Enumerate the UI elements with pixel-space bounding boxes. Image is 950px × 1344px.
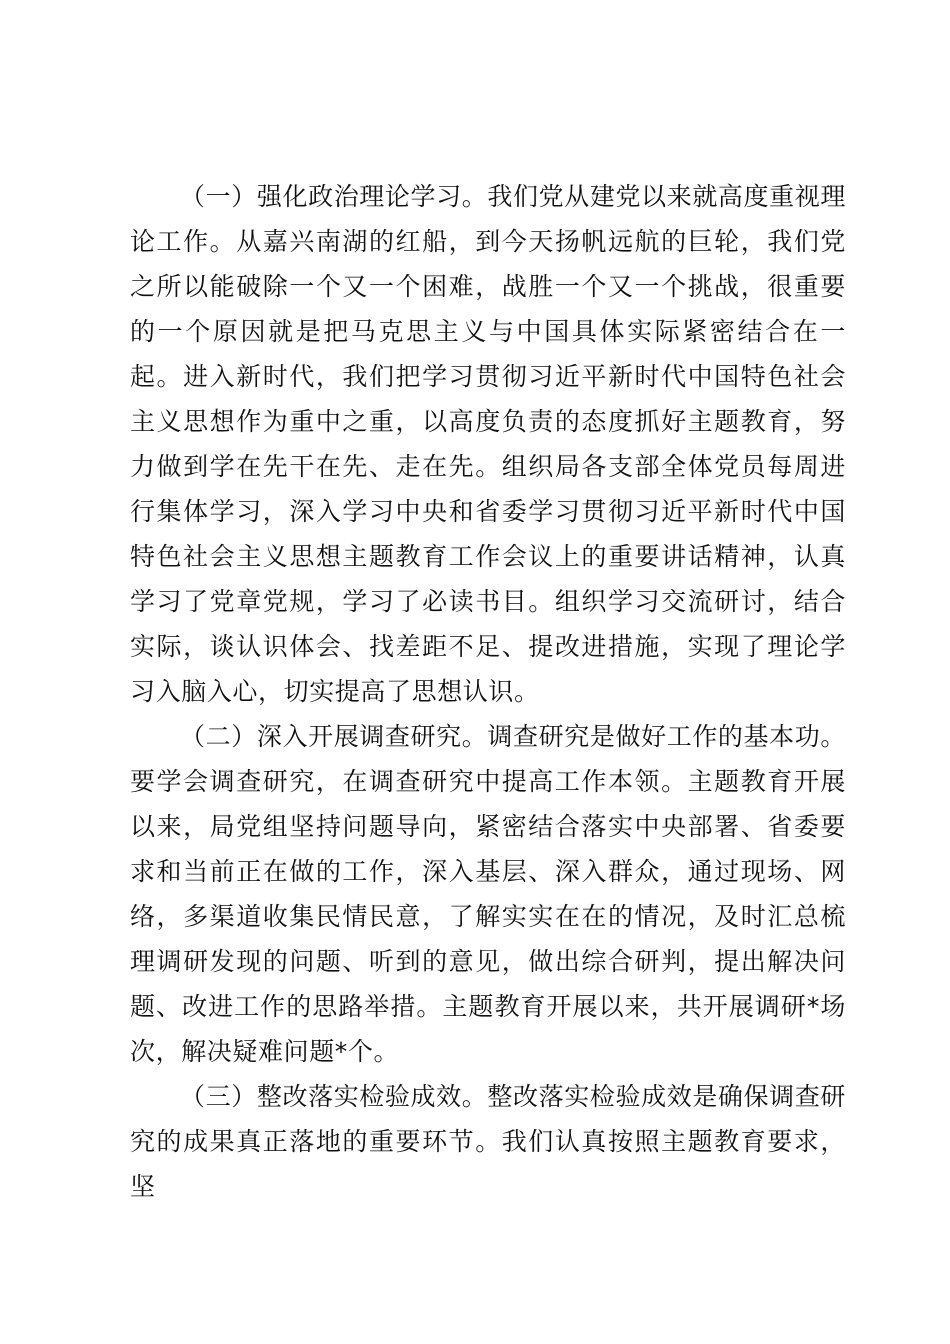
document-body (130, 174, 846, 1209)
paragraph-rectification: （三）整改落实检验成效。整改落实检验成效是确保调查研究的成果真正落地的重要环节。我们认真按照主题教育要求，坚 (130, 1082, 846, 1201)
paragraph-investigation-research: （二）深入开展调查研究。调查研究是做好工作的基本功。要学会调查研究，在调查研究中提高工作本领。主题教育开展以来，局党组坚持问题导向，紧密结合落实中央部署、省委要求和当前正在做的工作，深入基层、深入群众，通过现场、网络，多渠道收集民情民意，了解实实在在的情况，及时汇总梳理调研发现的问题、听到的意见，做出综合研判，提出解决问题、改进工作的思路举措。主题教育开展以来，共开展调研*场次，解决疑难问题*个。 (130, 722, 846, 1066)
paragraph-political-theory-study: （一）强化政治理论学习。我们党从建党以来就高度重视理论工作。从嘉兴南湖的红船，到今天扬帆远航的巨轮，我们党之所以能破除一个又一个困难，战胜一个又一个挑战，很重要的一个原因就是把马克思主义与中国具体实际紧密结合在一起。进入新时代，我们把学习贯彻习近平新时代中国特色社会主义思想作为重中之重，以高度负责的态度抓好主题教育，努力做到学在先干在先、走在先。组织局各支部全体党员每周进行集体学习，深入学习中央和省委学习贯彻习近平新时代中国特色社会主义思想主题教育工作会议上的重要讲话精神，认真学习了党章党规，学习了必读书目。组织学习交流研讨，结合实际，谈认识体会、找差距不足、提改进措施，实现了理论学习入脑入心，切实提高了思想认识。 (130, 182, 846, 706)
